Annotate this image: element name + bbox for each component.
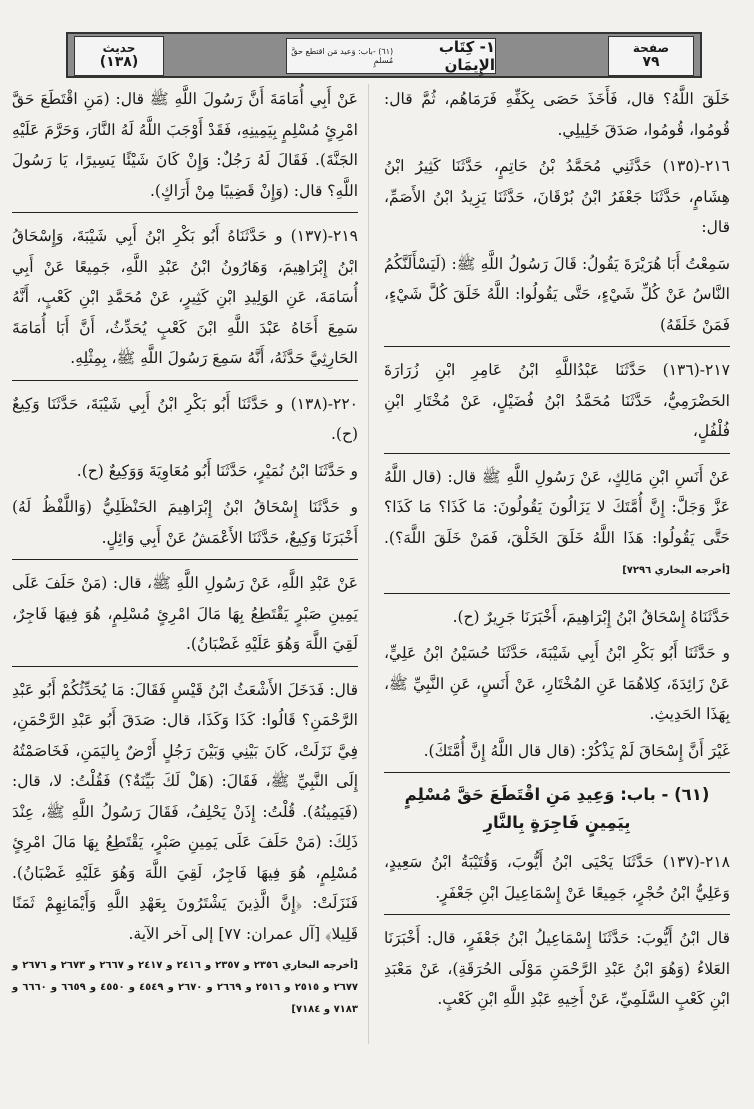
hadith-label: حديث [102, 41, 136, 56]
hadith-number: (١٣٨) [99, 53, 139, 70]
hadith-218-matn: عَنْ أَبِي أُمَامَةَ أَنَّ رَسُولَ اللَّهِ ﷺ قال: (مَنِ اقْتَطَعَ حَقَّ امْرِئٍ مُسْلِمٍ بِيَمِينِهِ، فَقَدْ أَوْجَبَ اللَّهُ لَهُ النَّارَ، وَحَرَّمَ عَلَيْهِ الجَنَّةَ). فَقَالَ لَهُ رَجُلٌ: وَإِنْ كَانَ شَيْئًا يَسِيرًا، يَا رَسُولَ اللَّهِ؟ قال: (وَإِنْ قَضِيبًا مِنْ أَرَاكٍ). [12, 90, 358, 200]
page-number: ٧٩ [642, 53, 660, 70]
hadith-number-box [74, 36, 164, 76]
paragraph: غَيْرَ أَنَّ إِسْحَاقَ لَمْ يَذْكُرْ: (قال قال اللَّهُ إِنَّ أُمَّتَكَ). [423, 741, 730, 760]
hadith-220-matn: عَنْ عَبْدِ اللَّهِ، عَنْ رَسُولِ اللَّهِ ﷺ، قال: (مَنْ حَلَفَ عَلَى يَمِينِ صَبْرٍ يَقْتَطِعُ بِهَا مَالَ امْرِئٍ مُسْلِمٍ، هُوَ فِيهَا فَاجِرٌ، لَقِيَ اللَّهَ وَهُوَ عَلَيْهِ غَضْبَانُ). [12, 574, 358, 653]
hadith-217-isnad: ٢١٧-(١٣٦) حَدَّثَنَا عَبْدُاللَّهِ ابْنُ عَامِرِ ابْنِ زُرَارَةَ الحَضْرَمِيُّ، حَدَّثَنَا مُحَمَّدُ ابْنُ فُضَيْلٍ، عَنْ مُخْتَارِ ابْنِ فُلْفُلٍ، [384, 361, 730, 440]
paragraph: خَلَقَ اللَّهُ؟ قال، فَأَخَذَ حَصَى بِكَفِّهِ فَرَمَاهُم، ثُمَّ قال: قُومُوا، قُومُوا، صَدَقَ خَلِيلِي. [384, 90, 730, 139]
left-column [12, 84, 358, 1027]
hadith-220-isnad: ٢٢٠-(١٣٨) و حَدَّثَنَا أَبُو بَكْرِ ابْنُ أَبِي شَيْبَةَ، حَدَّثَنَا وَكِيعٌ (ح). [12, 394, 358, 443]
hadith-216-isnad: ٢١٦-(١٣٥) حَدَّثَنِي مُحَمَّدُ بْنُ حَاتِمٍ، حَدَّثَنَا كَثِيرُ ابْنُ هِشَامٍ، حَدَّثَنَا جَعْفَرُ ابْنُ بُرْقَانَ، حَدَّثَنَا يَزِيدُ ابْنُ الأَصَمِّ، قال: [384, 157, 730, 236]
separator-rule [384, 346, 730, 347]
book-title: ١- كِتَاب الإِيمَان [438, 38, 495, 74]
takhrij-reference: [أخرجه البخاري ٧٢٩٦] [622, 565, 730, 576]
separator-rule [12, 212, 358, 213]
paragraph: قال ابْنُ أَيُّوبَ: حَدَّثَنَا إِسْمَاعِيلُ ابْنُ جَعْفَرٍ، قال: أَخْبَرَنَا العَلاءُ (وَهُوَ ابْنُ عَبْدِ الرَّحْمَنِ مَوْلَى الحُرَقَةِ)، عَنْ مَعْبَدِ ابْنِ كَعْبٍ السَّلَمِيِّ، عَنْ أَخِيهِ عَبْدِ اللَّهِ ابْنِ كَعْبٍ. [384, 929, 730, 1008]
running-title [286, 38, 496, 74]
separator-rule [12, 380, 358, 381]
separator-rule [384, 593, 730, 594]
separator-rule [12, 559, 358, 560]
page-header [66, 32, 702, 78]
separator-rule [384, 772, 730, 773]
right-column [384, 84, 730, 1021]
takhrij-reference: [أخرجه البخاري ٢٣٥٦ و ٢٣٥٧ و ٢٤١٦ و ٢٤١٧ و ٢٦٦٧ و ٢٦٧٣ و ٢٦٧٦ و ٢٦٧٧ و ٢٥١٥ و ٢٥١٦ و ٢٦٦٩ و ٢٦٧٠ و ٤٥٤٩ و ٤٥٥٠ و ٦٦٥٩ و ٦٦٦٠ و ٧١٨٣ و ٧١٨٤] [12, 960, 359, 1015]
hadith-216-matn: سَمِعْتُ أَبَا هُرَيْرَةَ يَقُولُ: قَالَ رَسُولُ اللَّهِ ﷺ: (لَيَسْأَلَنَّكُمُ النَّاسُ عَنْ كُلِّ شَيْءٍ، حَتَّى يَقُولُوا: اللَّهُ خَلَقَ كُلَّ شَيْءٍ، فَمَنْ خَلَقَهُ) [384, 254, 730, 334]
chapter-reference: (٦١) -باب: وَعيد مَن اقتطع حقَّ مُسلمٍ [291, 47, 394, 65]
hadith-217-matn [384, 462, 730, 587]
paragraph: و حَدَّثَنَا أَبُو بَكْرِ ابْنُ أَبِي شَيْبَةَ، حَدَّثَنَا حُسَيْنُ ابْنُ عَلِيٍّ، عَنْ زَائِدَةَ، كِلاهُمَا عَنِ المُخْتَارِ، عَنْ أَنَسٍ، عَنِ النَّبِيِّ ﷺ، بِهَذَا الحَدِيثِ. [384, 644, 730, 723]
column-divider [368, 84, 369, 1044]
paragraph: و حَدَّثَنَا إِسْحَاقُ ابْنُ إِبْرَاهِيمَ الحَنْظَلِيُّ (وَاللَّفْظُ لَهُ) أَخْبَرَنَا وَكِيعٌ، حَدَّثَنَا الأَعْمَشُ عَنْ أَبِي وَائِلٍ. [12, 498, 358, 547]
matn-text: عَنْ أَنَسِ ابْنِ مَالِكٍ، عَنْ رَسُولِ اللَّهِ ﷺ قال: (قال اللَّهُ عَزَّ وَجَلَّ: إِنَّ أُمَّتَكَ لا يَزَالُونَ يَقُولُونَ: مَا كَذَا؟ مَا كَذَا؟ حَتَّى يَقُولُوا: هَذَا اللَّهُ خَلَقَ الخَلْقَ، فَمَنْ خَلَقَ اللَّهَ؟). [384, 467, 730, 547]
separator-rule [384, 914, 730, 915]
paragraph: حَدَّثَنَاهُ إِسْحَاقُ ابْنُ إِبْرَاهِيمَ، أَخْبَرَنَا جَرِيرٌ (ح). [452, 607, 730, 626]
paragraph: و حَدَّثَنَا ابْنُ نُمَيْرٍ، حَدَّثَنَا أَبُو مُعَاوِيَةَ وَوَكِيعٌ (ح). [76, 461, 358, 480]
hadith-218-isnad: ٢١٨-(١٣٧) حَدَّثَنَا يَحْيَى ابْنُ أَيُّوبَ، وَقُتَيْبَةُ ابْنُ سَعِيدٍ، وَعَلِيُّ ابْنُ حُجْرٍ، جَمِيعًا عَنْ إِسْمَاعِيلَ ابْنِ جَعْفَرٍ. [384, 853, 730, 902]
page-label: صفحة [632, 41, 670, 56]
separator-rule [384, 453, 730, 454]
chapter-heading: (٦١) - باب: وَعِيدِ مَنِ اقْتَطَعَ حَقَّ مُسْلِمٍ بِيَمِينٍ فَاجِرَةٍ بِالنَّارِ [404, 785, 710, 832]
page-number-box [608, 36, 694, 76]
separator-rule [12, 666, 358, 667]
hadith-219: ٢١٩-(١٣٧) و حَدَّثَنَاهُ أَبُو بَكْرِ ابْنُ أَبِي شَيْبَةَ، وَإِسْحَاقُ ابْنُ إِبْرَاهِيمَ، وَهَارُونُ ابْنُ عَبْدِ اللَّهِ، جَمِيعًا عَنْ أَبِي أُسَامَةَ، عَنِ الوَلِيدِ ابْنِ كَثِيرٍ، عَنْ مُحَمَّدِ ابْنِ كَعْبٍ، أَنَّهُ سَمِعَ أَخَاهُ عَبْدَ اللَّهِ ابْنَ كَعْبٍ يُحَدِّثُ، أَنَّ أَبَا أُمَامَةَ الحَارِثِيَّ حَدَّثَهُ، أَنَّهُ سَمِعَ رَسُولَ اللَّهِ ﷺ، بِمِثْلِهِ. [12, 227, 358, 367]
paragraph: قال: فَدَخَلَ الأَشْعَثُ ابْنُ قَيْسٍ فَقَالَ: مَا يُحَدِّثُكُمْ أَبُو عَبْدِ الرَّحْمَنِ؟ قَالُوا: كَذَا وَكَذَا، قال: صَدَقَ أَبُو عَبْدِ الرَّحْمَنِ، فِيَّ نَزَلَتْ، كَانَ بَيْنِي وَبَيْنَ رَجُلٍ أَرْضٌ بِاليَمَنِ، فَخَاصَمْتُهُ إِلَى النَّبِيِّ ﷺ، فَقَالَ: (هَلْ لَكَ بَيِّنَةٌ؟) فَقُلْتُ: لا، قال: (فَيَمِينُهُ). قُلْتُ: إِذَنْ يَحْلِفُ، فَقَالَ رَسُولُ اللَّهِ ﷺ، عِنْدَ ذَلِكَ: (مَنْ حَلَفَ عَلَى يَمِينِ صَبْرٍ، يَقْتَطِعُ بِهَا مَالَ امْرِئٍ مُسْلِمٍ، هُوَ فِيهَا فَاجِرٌ، لَقِيَ اللَّهَ وَهُوَ عَلَيْهِ غَضْبَانُ). فَنَزَلَتْ: ﴿إِنَّ الَّذِينَ يَشْتَرُونَ بِعَهْدِ اللَّهِ وَأَيْمَانِهِمْ ثَمَنًا قَلِيلا﴾ [آل عمران: ٧٧] إلى آخر الآية. [12, 680, 358, 943]
